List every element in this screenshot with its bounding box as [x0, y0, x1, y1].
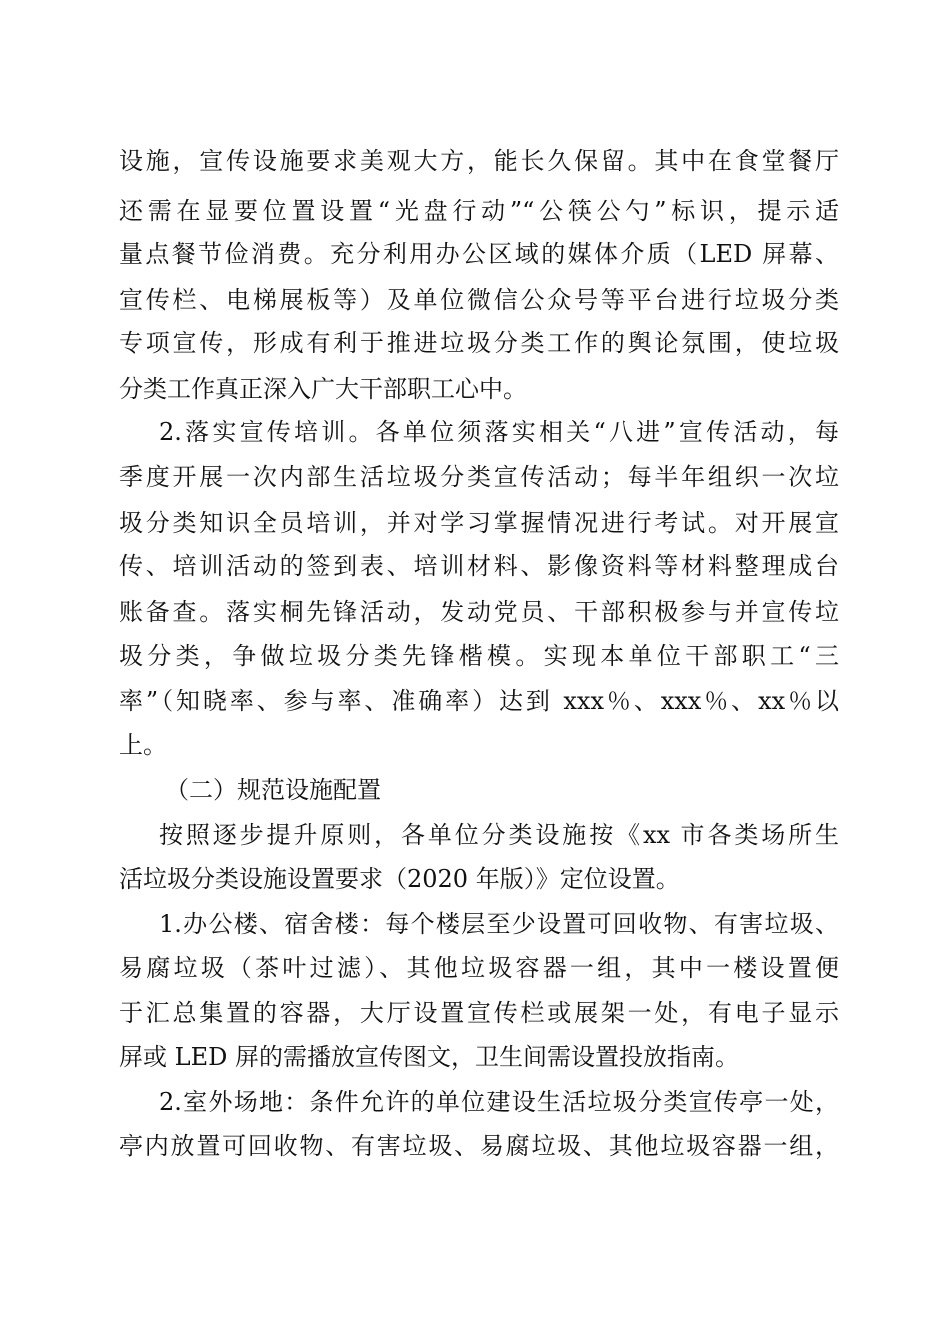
paragraph-start-line: 2.室外场地：条件允许的单位建设生活垃圾分类宣传亭一处， — [159, 1088, 839, 1116]
section-heading: （二）规范设施配置 — [165, 776, 381, 804]
text-line: 圾分类知识全员培训，并对学习掌握情况进行考试。对开展宣 — [119, 509, 839, 537]
text-line: 上。 — [119, 731, 167, 759]
text-line: 圾分类，争做垃圾分类先锋楷模。实现本单位干部职工“三 — [119, 642, 839, 670]
text-line: 宣传栏、电梯展板等）及单位微信公众号等平台进行垃圾分类 — [119, 286, 839, 314]
text-line: 设施，宣传设施要求美观大方，能长久保留。其中在食堂餐厅 — [119, 147, 839, 175]
paragraph-start-line: 按照逐步提升原则，各单位分类设施按《xx 市各类场所生 — [159, 821, 839, 849]
text-line: 易腐垃圾（茶叶过滤）、其他垃圾容器一组，其中一楼设置便 — [119, 954, 839, 982]
text-line: 亭内放置可回收物、有害垃圾、易腐垃圾、其他垃圾容器一组， — [119, 1132, 839, 1160]
text-line: 屏或 LED 屏的需播放宣传图文，卫生间需设置投放指南。 — [119, 1043, 739, 1071]
text-line: 账备查。落实桐先锋活动，发动党员、干部积极参与并宣传垃 — [119, 598, 839, 626]
text-line: 还需在显要位置设置“光盘行动”“公筷公勺”标识，提示适 — [119, 197, 839, 225]
text-line: 量点餐节俭消费。充分利用办公区域的媒体介质（LED 屏幕、 — [119, 240, 839, 268]
paragraph-start-line: 2.落实宣传培训。各单位须落实相关“八进”宣传活动，每 — [159, 418, 839, 446]
text-line: 专项宣传，形成有利于推进垃圾分类工作的舆论氛围，使垃圾 — [119, 329, 839, 357]
paragraph-start-line: 1.办公楼、宿舍楼：每个楼层至少设置可回收物、有害垃圾、 — [159, 910, 839, 938]
text-line: 传、培训活动的签到表、培训材料、影像资料等材料整理成台 — [119, 552, 839, 580]
text-line: 分类工作真正深入广大干部职工心中。 — [119, 375, 527, 403]
text-line: 季度开展一次内部生活垃圾分类宣传活动；每半年组织一次垃 — [119, 463, 839, 491]
text-line: 活垃圾分类设施设置要求（2020 年版）》定位设置。 — [119, 865, 680, 893]
text-line: 率”（知晓率、参与率、准确率）达到 xxx％、xxx％、xx％以 — [119, 687, 839, 715]
text-line: 于汇总集置的容器，大厅设置宣传栏或展架一处，有电子显示 — [119, 999, 839, 1027]
